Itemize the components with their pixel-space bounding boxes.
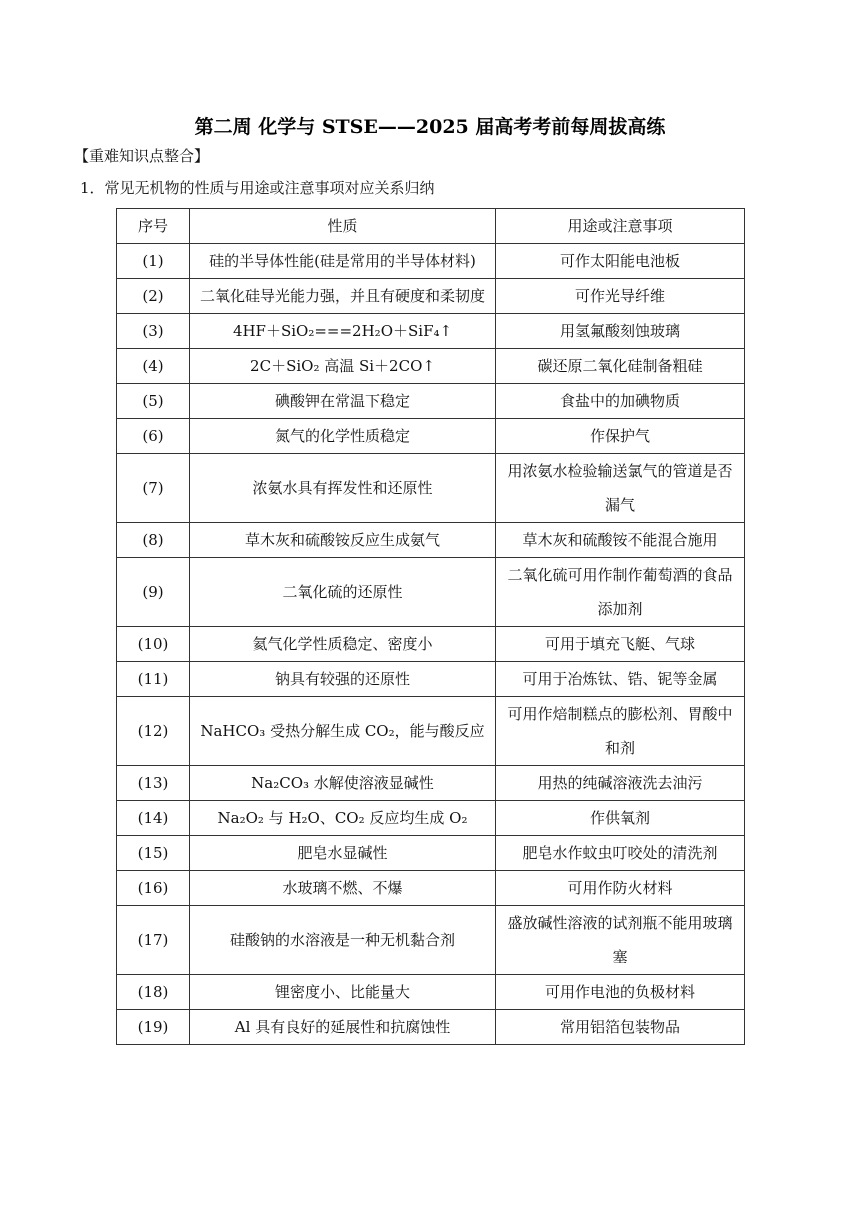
row-use: 碳还原二氧化硅制备粗硅 [496, 349, 745, 384]
row-use: 可用作焙制糕点的膨松剂、胃酸中和剂 [496, 697, 745, 766]
page-title: 第二周 化学与 STSE——2025 届高考考前每周拔高练 [194, 116, 666, 138]
row-use: 可用于冶炼钛、锆、铌等金属 [496, 662, 745, 697]
row-use: 盛放碱性溶液的试剂瓶不能用玻璃塞 [496, 906, 745, 975]
row-number: (11) [117, 662, 190, 697]
table-row [117, 906, 745, 975]
table-row [117, 662, 745, 697]
row-number: (14) [117, 801, 190, 836]
row-property: 碘酸钾在常温下稳定 [190, 384, 496, 419]
table-row [117, 523, 745, 558]
row-use: 可作光导纤维 [496, 279, 745, 314]
table-header-row [117, 209, 745, 244]
table-row [117, 279, 745, 314]
row-number: (2) [117, 279, 190, 314]
row-number: (5) [117, 384, 190, 419]
row-number: (16) [117, 871, 190, 906]
row-use: 可用作防火材料 [496, 871, 745, 906]
table-row [117, 1010, 745, 1045]
table-row [117, 384, 745, 419]
section-heading: 【重难知识点整合】 [74, 147, 210, 165]
row-property: NaHCO₃ 受热分解生成 CO₂，能与酸反应 [190, 697, 496, 766]
row-use: 肥皂水作蚊虫叮咬处的清洗剂 [496, 836, 745, 871]
row-number: (12) [117, 697, 190, 766]
row-number: (6) [117, 419, 190, 454]
row-property: 钠具有较强的还原性 [190, 662, 496, 697]
row-use: 作保护气 [496, 419, 745, 454]
properties-table [116, 208, 745, 1045]
row-use: 用热的纯碱溶液洗去油污 [496, 766, 745, 801]
row-property: 锂密度小、比能量大 [190, 975, 496, 1010]
table-row [117, 697, 745, 766]
table-row [117, 349, 745, 384]
row-use: 草木灰和硫酸铵不能混合施用 [496, 523, 745, 558]
row-number: (15) [117, 836, 190, 871]
header-number: 序号 [117, 209, 190, 244]
row-use: 可用于填充飞艇、气球 [496, 627, 745, 662]
table-row [117, 627, 745, 662]
table-row [117, 871, 745, 906]
row-property: 2C＋SiO₂ 高温 Si＋2CO↑ [190, 349, 496, 384]
row-use: 用氢氟酸刻蚀玻璃 [496, 314, 745, 349]
row-property: 硅酸钠的水溶液是一种无机黏合剂 [190, 906, 496, 975]
row-property: 二氧化硅导光能力强，并且有硬度和柔韧度 [190, 279, 496, 314]
row-property: 氮气的化学性质稳定 [190, 419, 496, 454]
row-number: (4) [117, 349, 190, 384]
row-use: 食盐中的加碘物质 [496, 384, 745, 419]
row-number: (10) [117, 627, 190, 662]
row-property: 氦气化学性质稳定、密度小 [190, 627, 496, 662]
row-use: 常用铝箔包装物品 [496, 1010, 745, 1045]
row-property: Na₂CO₃ 水解使溶液显碱性 [190, 766, 496, 801]
row-use: 可作太阳能电池板 [496, 244, 745, 279]
row-use: 用浓氨水检验输送氯气的管道是否漏气 [496, 454, 745, 523]
row-number: (17) [117, 906, 190, 975]
row-use: 作供氧剂 [496, 801, 745, 836]
row-number: (9) [117, 558, 190, 627]
intro-text: 1．常见无机物的性质与用途或注意事项对应关系归纳 [80, 179, 435, 197]
row-property: 二氧化硫的还原性 [190, 558, 496, 627]
row-property: 4HF＋SiO₂===2H₂O＋SiF₄↑ [190, 314, 496, 349]
row-number: (7) [117, 454, 190, 523]
table-row [117, 836, 745, 871]
row-use: 可用作电池的负极材料 [496, 975, 745, 1010]
header-property: 性质 [190, 209, 496, 244]
header-use: 用途或注意事项 [496, 209, 745, 244]
row-number: (3) [117, 314, 190, 349]
row-number: (13) [117, 766, 190, 801]
table-row [117, 801, 745, 836]
table-row [117, 975, 745, 1010]
table-row [117, 419, 745, 454]
row-property: 肥皂水显碱性 [190, 836, 496, 871]
row-number: (18) [117, 975, 190, 1010]
row-property: Al 具有良好的延展性和抗腐蚀性 [190, 1010, 496, 1045]
table-row [117, 314, 745, 349]
row-number: (19) [117, 1010, 190, 1045]
table-row [117, 454, 745, 523]
row-property: 硅的半导体性能(硅是常用的半导体材料) [190, 244, 496, 279]
row-property: 草木灰和硫酸铵反应生成氨气 [190, 523, 496, 558]
row-property: Na₂O₂ 与 H₂O、CO₂ 反应均生成 O₂ [190, 801, 496, 836]
row-number: (1) [117, 244, 190, 279]
table-row [117, 766, 745, 801]
row-number: (8) [117, 523, 190, 558]
row-property: 水玻璃不燃、不爆 [190, 871, 496, 906]
table-row [117, 558, 745, 627]
table-row [117, 244, 745, 279]
row-property: 浓氨水具有挥发性和还原性 [190, 454, 496, 523]
row-use: 二氧化硫可用作制作葡萄酒的食品添加剂 [496, 558, 745, 627]
